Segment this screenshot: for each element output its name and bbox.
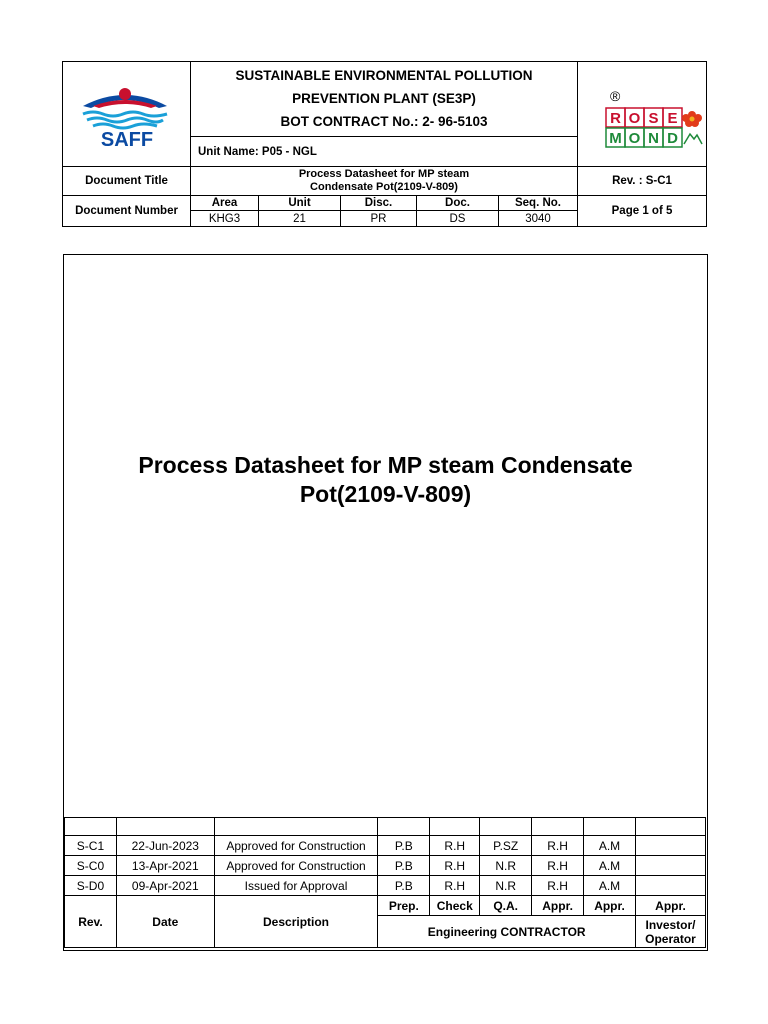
- logo-letter: S: [648, 110, 659, 127]
- rosemond-logo-cell: [578, 62, 706, 167]
- qa-cell: N.R: [480, 856, 532, 876]
- description-cell: Issued for Approval: [214, 876, 378, 896]
- rev-cell: S-D0: [65, 876, 117, 896]
- main-content: [63, 254, 708, 951]
- logo-letter: R: [610, 110, 621, 127]
- qa-header: Q.A.: [480, 896, 532, 916]
- project-title: [191, 62, 578, 137]
- document-number-label: Document Number: [63, 196, 191, 226]
- engineering-contractor-label: Engineering CONTRACTOR: [378, 916, 636, 948]
- appr-cell: A.M: [584, 836, 636, 856]
- revision-label: Rev. : S-C1: [612, 175, 672, 187]
- check-cell: R.H: [430, 856, 480, 876]
- rev-cell: S-C1: [65, 836, 117, 856]
- prep-header: Prep.: [378, 896, 430, 916]
- appr-cell: A.M: [584, 856, 636, 876]
- appr-cell: [635, 836, 705, 856]
- table-row: [65, 856, 706, 876]
- title-line-2: PREVENTION PLANT (SE3P): [292, 91, 476, 106]
- logo-letter: D: [667, 130, 678, 147]
- qa-cell: N.R: [480, 876, 532, 896]
- description-cell: Approved for Construction: [214, 836, 378, 856]
- revision-table: [64, 817, 706, 948]
- appr-header: Appr.: [635, 896, 705, 916]
- logo-letter: N: [648, 130, 659, 147]
- prep-cell: P.B: [378, 836, 430, 856]
- docnum-value-unit: 21: [259, 211, 341, 226]
- document-title-value: Process Datasheet for MP steam Condensate Pot(2109-V-809): [191, 167, 578, 195]
- date-cell: 22-Jun-2023: [116, 836, 214, 856]
- docnum-value-doc: DS: [417, 211, 499, 226]
- qa-cell: P.SZ: [480, 836, 532, 856]
- rosemond-logo-icon: [578, 62, 706, 167]
- main-title: [64, 451, 707, 509]
- rev-header: Rev.: [65, 896, 117, 948]
- appr-cell: A.M: [584, 876, 636, 896]
- docnum-header-doc: Doc.: [417, 196, 499, 210]
- description-cell: Approved for Construction: [214, 856, 378, 876]
- logo-letter: M: [609, 130, 622, 147]
- docnum-value-seq: 3040: [499, 211, 578, 226]
- table-row: [65, 876, 706, 896]
- table-row: [65, 818, 706, 836]
- appr-cell: [635, 876, 705, 896]
- saff-logo-cell: [63, 62, 191, 167]
- saff-logo-text: SAFF: [100, 129, 154, 151]
- main-title-line-2: Pot(2109-V-809): [299, 481, 472, 507]
- logo-letter: O: [628, 110, 641, 127]
- logo-letter: O: [628, 130, 641, 147]
- flower-icon: [682, 111, 702, 127]
- docnum-headers: [191, 196, 578, 211]
- title-line-3: BOT CONTRACT No.: 2- 96-5103: [280, 114, 488, 129]
- appr-cell: R.H: [532, 856, 584, 876]
- document-header: [62, 61, 707, 227]
- docnum-value-area: KHG3: [191, 211, 259, 226]
- saff-logo-icon: [63, 62, 191, 167]
- docnum-value-disc: PR: [341, 211, 417, 226]
- appr-cell: R.H: [532, 876, 584, 896]
- docnum-header-seq: Seq. No.: [499, 196, 578, 210]
- rev-cell: S-C0: [65, 856, 117, 876]
- docnum-header-unit: Unit: [259, 196, 341, 210]
- prep-cell: P.B: [378, 876, 430, 896]
- registered-mark: ®: [610, 88, 621, 104]
- prep-cell: P.B: [378, 856, 430, 876]
- title-line-1: SUSTAINABLE ENVIRONMENTAL POLLUTION: [235, 68, 533, 83]
- date-cell: 09-Apr-2021: [116, 876, 214, 896]
- document-title-row: [63, 167, 706, 196]
- docnum-header-area: Area: [191, 196, 259, 210]
- document-number-row: [63, 196, 706, 226]
- description-header: Description: [214, 896, 378, 948]
- investor-operator-label: Investor/ Operator: [635, 916, 705, 948]
- table-row: [65, 836, 706, 856]
- main-title-line-1: Process Datasheet for MP steam Condensate: [138, 452, 633, 478]
- appr-cell: [635, 856, 705, 876]
- appr-header: Appr.: [532, 896, 584, 916]
- check-header: Check: [430, 896, 480, 916]
- appr-header: Appr.: [584, 896, 636, 916]
- document-title-label: Document Title: [63, 167, 191, 195]
- check-cell: R.H: [430, 876, 480, 896]
- mountain-icon: [684, 134, 702, 144]
- date-header: Date: [116, 896, 214, 948]
- logo-letter: E: [667, 110, 678, 127]
- unit-name: Unit Name: P05 - NGL: [191, 137, 578, 167]
- date-cell: 13-Apr-2021: [116, 856, 214, 876]
- docnum-values: [191, 211, 578, 226]
- docnum-header-disc: Disc.: [341, 196, 417, 210]
- revision-header-row: [65, 896, 706, 916]
- page-indicator: Page 1 of 5: [611, 205, 673, 217]
- appr-cell: R.H: [532, 836, 584, 856]
- check-cell: R.H: [430, 836, 480, 856]
